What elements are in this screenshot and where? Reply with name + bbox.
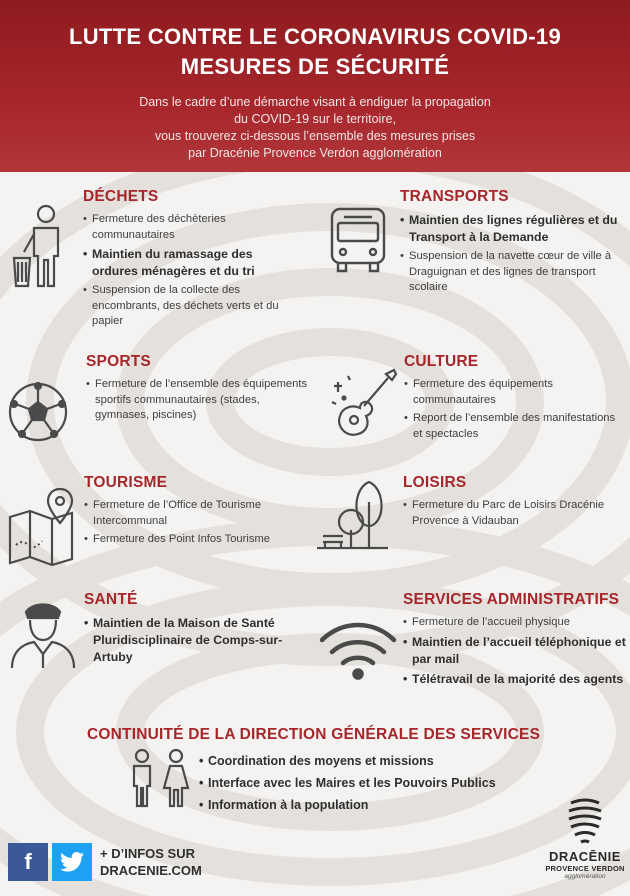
section-title: TRANSPORTS bbox=[400, 188, 509, 205]
section-title: CULTURE bbox=[404, 353, 479, 370]
section-loisirs bbox=[403, 474, 623, 532]
list-item: • Maintien du ramassage des ordures ménagères et du tri bbox=[83, 246, 283, 280]
list-item: • Fermeture de l’ensemble des équipements sportifs communautaires (stades, gymnases, piscines) bbox=[86, 377, 311, 424]
list-item: • Maintien de l’accueil téléphonique et par mail bbox=[403, 634, 628, 668]
intro-line-2: du COVID-19 sur le territoire, bbox=[234, 112, 396, 126]
infos-label: + D’INFOS SUR bbox=[100, 846, 195, 861]
intro-line-4: par Dracénie Provence Verdon agglomération bbox=[188, 146, 442, 160]
section-title: SANTÉ bbox=[84, 591, 138, 608]
guitar-icon bbox=[330, 368, 400, 440]
soccer-ball-icon bbox=[6, 380, 70, 444]
section-sante bbox=[84, 591, 304, 669]
intro-line-1: Dans le cadre d’une démarche visant à endiguer la propagation bbox=[139, 95, 491, 109]
section-title: SPORTS bbox=[86, 353, 151, 370]
section-title: LOISIRS bbox=[403, 474, 467, 491]
list-item: • Interface avec les Maires et les Pouvoirs Publics bbox=[199, 774, 599, 793]
list-item: • Suspension de la navette cœur de ville à Draguignan et des lignes de transport scolaire bbox=[400, 249, 625, 296]
section-sports bbox=[86, 353, 311, 427]
title-line-1: LUTTE CONTRE LE CORONAVIRUS COVID-19 bbox=[69, 24, 561, 49]
map-pin-icon bbox=[6, 487, 76, 567]
section-dechets bbox=[83, 188, 283, 333]
intro-line-3: vous trouverez ci-dessous l’ensemble des mesures prises bbox=[154, 129, 476, 143]
header-banner bbox=[0, 0, 630, 172]
twitter-icon[interactable] bbox=[52, 843, 92, 881]
list-item: • Report de l’ensemble des manifestations et spectacles bbox=[404, 411, 624, 442]
section-title: DÉCHETS bbox=[83, 188, 159, 205]
section-transports bbox=[400, 188, 625, 299]
logo-mark-icon bbox=[565, 797, 605, 845]
list-item: • Maintien des lignes régulières et du Transport à la Demande bbox=[400, 212, 625, 246]
list-item: • Fermeture de l’accueil physique bbox=[403, 615, 628, 631]
section-culture bbox=[404, 353, 624, 445]
bus-icon bbox=[328, 205, 388, 275]
section-title: TOURISME bbox=[84, 474, 168, 491]
wifi-icon bbox=[318, 620, 398, 680]
facebook-glyph: f bbox=[24, 849, 32, 874]
list-item: • Fermeture du Parc de Loisirs Dracénie Provence à Vidauban bbox=[403, 498, 623, 529]
person-trash-icon bbox=[8, 200, 74, 290]
logo-brand: DRACĒNIE bbox=[549, 849, 621, 864]
section-services-administratifs bbox=[403, 591, 628, 691]
section-continuite bbox=[87, 726, 607, 750]
section-tourisme bbox=[84, 474, 309, 551]
facebook-icon[interactable] bbox=[8, 843, 48, 881]
list-item: • Information à la population bbox=[199, 796, 599, 815]
list-item: • Fermeture de l’Office de Tourisme Intercommunal bbox=[84, 498, 309, 529]
continuite-list bbox=[199, 752, 599, 818]
website-link[interactable]: DRACENIE.COM bbox=[100, 863, 202, 878]
list-item: • Télétravail de la majorité des agents bbox=[403, 671, 628, 688]
list-item: • Maintien de la Maison de Santé Pluridisciplinaire de Comps-sur-Artuby bbox=[84, 615, 304, 666]
page-title bbox=[0, 0, 630, 82]
section-title: SERVICES ADMINISTRATIFS bbox=[403, 591, 620, 608]
intro-text bbox=[0, 94, 630, 162]
section-title: CONTINUITÉ DE LA DIRECTION GÉNÉRALE DES SERVICES bbox=[87, 726, 541, 743]
park-trees-icon bbox=[315, 478, 390, 552]
list-item: • Fermeture des Point Infos Tourisme bbox=[84, 532, 309, 548]
logo-sub2: agglomération bbox=[564, 873, 606, 880]
title-line-2: MESURES DE SÉCURITÉ bbox=[180, 54, 450, 79]
dracenie-logo bbox=[545, 797, 625, 880]
list-item: • Fermeture des équipements communautaires bbox=[404, 377, 624, 408]
list-item: • Fermeture des déchèteries communautaires bbox=[83, 212, 283, 243]
logo-sub: PROVENCE VERDON bbox=[545, 864, 625, 873]
social-links bbox=[8, 843, 92, 881]
list-item: • Coordination des moyens et missions bbox=[199, 752, 599, 771]
people-icon bbox=[124, 748, 196, 808]
more-info bbox=[100, 845, 202, 879]
officer-icon bbox=[8, 598, 78, 670]
list-item: • Suspension de la collecte des encombrants, des déchets verts et du papier bbox=[83, 283, 283, 330]
